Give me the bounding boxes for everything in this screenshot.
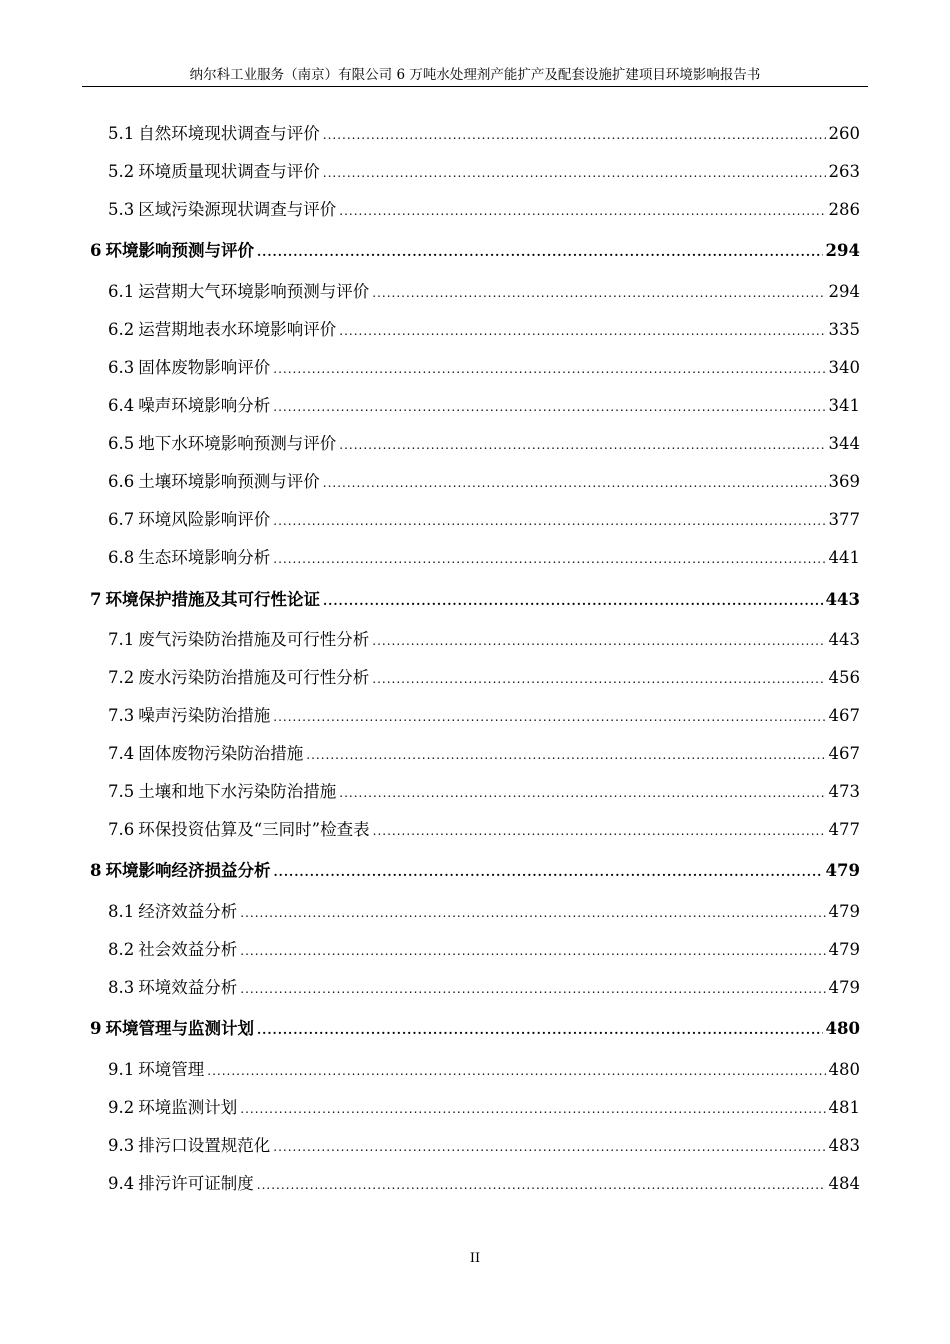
toc-chapter-page: 443 <box>825 590 860 609</box>
toc-entry-title: 废气污染防治措施及可行性分析 <box>138 630 370 649</box>
toc-entry-title: 排污许可证制度 <box>138 1174 254 1193</box>
toc-dot-leader <box>339 199 825 223</box>
toc-dot-leader <box>372 667 825 691</box>
toc-dot-leader <box>240 901 825 925</box>
toc-entry-page: 479 <box>828 902 860 921</box>
toc-entry-number: 6.6 <box>108 472 135 491</box>
toc-entry-number: 8.2 <box>108 940 135 959</box>
toc-entry-number: 6.1 <box>108 282 135 301</box>
toc-dot-leader <box>273 357 825 381</box>
toc-entry-page: 483 <box>828 1136 860 1155</box>
toc-entry-page: 286 <box>828 200 860 219</box>
toc-dot-leader <box>339 781 825 805</box>
toc-entry-number: 5.1 <box>108 124 135 143</box>
toc-dot-leader <box>372 281 825 305</box>
toc-entry-7-1[interactable] <box>108 628 860 652</box>
toc-dot-leader <box>372 629 825 653</box>
toc-entry-5-3[interactable] <box>108 198 860 222</box>
toc-entry-page: 467 <box>828 744 860 763</box>
toc-entry-7-5[interactable] <box>108 780 860 804</box>
toc-entry-number: 8.3 <box>108 978 135 997</box>
toc-entry-page: 335 <box>828 320 860 339</box>
toc-dot-leader <box>257 240 823 264</box>
toc-entry-page: 441 <box>828 548 860 567</box>
toc-entry-6-7[interactable] <box>108 508 860 532</box>
toc-chapter-title: 环境保护措施及其可行性论证 <box>105 590 320 609</box>
page-number: II <box>469 1251 481 1266</box>
toc-entry-page: 484 <box>828 1174 860 1193</box>
toc-entry-page: 294 <box>828 282 860 301</box>
toc-entry-7-3[interactable] <box>108 704 860 728</box>
toc-entry-page: 477 <box>828 820 860 839</box>
toc-entry-6-8[interactable] <box>108 546 860 570</box>
toc-entry-page: 481 <box>828 1098 860 1117</box>
toc-entry-page: 473 <box>828 782 860 801</box>
toc-entry-number: 6.5 <box>108 434 135 453</box>
toc-entry-number: 9.1 <box>108 1060 135 1079</box>
toc-entry-number: 9.4 <box>108 1174 135 1193</box>
toc-entry-number: 7.1 <box>108 630 135 649</box>
toc-chapter-9[interactable] <box>90 1017 860 1041</box>
toc-entry-7-4[interactable] <box>108 742 860 766</box>
toc-entry-page: 479 <box>828 940 860 959</box>
toc-entry-page: 341 <box>828 396 860 415</box>
toc-entry-9-4[interactable] <box>108 1172 860 1196</box>
toc-entry-page: 263 <box>828 162 860 181</box>
toc-entry-6-2[interactable] <box>108 318 860 342</box>
toc-entry-number: 6.4 <box>108 396 135 415</box>
toc-entry-number: 9.3 <box>108 1136 135 1155</box>
toc-chapter-6[interactable] <box>90 239 860 263</box>
toc-entry-title: 固体废物影响评价 <box>138 358 271 377</box>
toc-entry-number: 9.2 <box>108 1098 135 1117</box>
toc-entry-number: 7.5 <box>108 782 135 801</box>
toc-entry-title: 环境管理 <box>138 1060 205 1079</box>
toc-entry-title: 环境质量现状调查与评价 <box>138 162 320 181</box>
toc-entry-title: 运营期大气环境影响预测与评价 <box>138 282 370 301</box>
toc-entry-8-2[interactable] <box>108 938 860 962</box>
toc-dot-leader <box>273 509 825 533</box>
toc-dot-leader <box>257 1173 826 1197</box>
toc-entry-5-1[interactable] <box>108 122 860 146</box>
toc-dot-leader <box>373 819 826 843</box>
toc-entry-number: 5.2 <box>108 162 135 181</box>
toc-entry-page: 260 <box>828 124 860 143</box>
toc-dot-leader <box>306 743 825 767</box>
toc-entry-page: 443 <box>828 630 860 649</box>
toc-entry-title: 运营期地表水环境影响评价 <box>138 320 337 339</box>
toc-entry-number: 6.3 <box>108 358 135 377</box>
toc-entry-title: 噪声污染防治措施 <box>138 706 271 725</box>
toc-entry-title: 环境风险影响评价 <box>138 510 271 529</box>
toc-dot-leader <box>273 395 825 419</box>
toc-dot-leader <box>240 939 825 963</box>
toc-chapter-title: 环境管理与监测计划 <box>105 1019 254 1038</box>
toc-chapter-number: 7 <box>90 590 102 609</box>
toc-entry-title: 固体废物污染防治措施 <box>138 744 304 763</box>
toc-entry-9-2[interactable] <box>108 1096 860 1120</box>
toc-dot-leader <box>323 161 826 185</box>
toc-entry-6-1[interactable] <box>108 280 860 304</box>
toc-entry-page: 479 <box>828 978 860 997</box>
toc-chapter-page: 480 <box>825 1019 860 1038</box>
toc-entry-9-3[interactable] <box>108 1134 860 1158</box>
toc-entry-title: 土壤和地下水污染防治措施 <box>138 782 337 801</box>
toc-entry-9-1[interactable] <box>108 1058 860 1082</box>
toc-dot-leader <box>273 547 825 571</box>
toc-dot-leader <box>273 705 825 729</box>
toc-chapter-8[interactable] <box>90 859 860 883</box>
toc-entry-number: 8.1 <box>108 902 135 921</box>
toc-chapter-number: 6 <box>90 241 102 260</box>
toc-entry-7-6[interactable] <box>108 818 860 842</box>
toc-entry-6-3[interactable] <box>108 356 860 380</box>
toc-chapter-page: 294 <box>825 241 860 260</box>
toc-entry-title: 废水污染防治措施及可行性分析 <box>138 668 370 687</box>
toc-entry-title: 区域污染源现状调查与评价 <box>138 200 337 219</box>
toc-dot-leader <box>273 1135 825 1159</box>
toc-entry-page: 480 <box>828 1060 860 1079</box>
toc-entry-number: 6.7 <box>108 510 135 529</box>
toc-dot-leader <box>257 1018 823 1042</box>
toc-chapter-number: 9 <box>90 1019 102 1038</box>
toc-dot-leader <box>323 123 826 147</box>
toc-entry-page: 456 <box>828 668 860 687</box>
toc-entry-page: 467 <box>828 706 860 725</box>
toc-entry-number: 7.3 <box>108 706 135 725</box>
toc-dot-leader <box>240 1097 825 1121</box>
toc-entry-title: 排污口设置规范化 <box>138 1136 271 1155</box>
toc-dot-leader <box>273 860 822 884</box>
toc-entry-number: 5.3 <box>108 200 135 219</box>
toc-entry-7-2[interactable] <box>108 666 860 690</box>
page-header-title: 纳尔科工业服务（南京）有限公司 6 万吨水处理剂产能扩产及配套设施扩建项目环境影响报告书 <box>189 67 761 83</box>
toc-dot-leader <box>207 1059 825 1083</box>
toc-entry-title: 社会效益分析 <box>138 940 238 959</box>
toc-entry-page: 344 <box>828 434 860 453</box>
toc-dot-leader <box>323 589 823 613</box>
toc-entry-page: 369 <box>828 472 860 491</box>
toc-entry-8-3[interactable] <box>108 976 860 1000</box>
toc-entry-5-2[interactable] <box>108 160 860 184</box>
toc-entry-title: 经济效益分析 <box>138 902 238 921</box>
toc-entry-6-5[interactable] <box>108 432 860 456</box>
toc-entry-title: 土壤环境影响预测与评价 <box>138 472 320 491</box>
toc-entry-number: 7.2 <box>108 668 135 687</box>
toc-entry-page: 340 <box>828 358 860 377</box>
toc-entry-title: 自然环境现状调查与评价 <box>138 124 320 143</box>
toc-dot-leader <box>240 977 825 1001</box>
toc-entry-number: 7.6 <box>108 820 135 839</box>
toc-entry-6-6[interactable] <box>108 470 860 494</box>
toc-chapter-page: 479 <box>825 861 860 880</box>
toc-chapter-title: 环境影响预测与评价 <box>105 241 254 260</box>
toc-entry-title: 环境效益分析 <box>138 978 238 997</box>
toc-entry-title: 地下水环境影响预测与评价 <box>138 434 337 453</box>
toc-entry-number: 6.8 <box>108 548 135 567</box>
toc-dot-leader <box>339 319 825 343</box>
toc-entry-title: 环境监测计划 <box>138 1098 238 1117</box>
toc-chapter-7[interactable] <box>90 588 860 612</box>
toc-entry-title: 噪声环境影响分析 <box>138 396 271 415</box>
toc-entry-title: 生态环境影响分析 <box>138 548 271 567</box>
toc-dot-leader <box>339 433 825 457</box>
toc-entry-8-1[interactable] <box>108 900 860 924</box>
toc-chapter-title: 环境影响经济损益分析 <box>105 861 271 880</box>
toc-chapter-number: 8 <box>90 861 102 880</box>
toc-entry-6-4[interactable] <box>108 394 860 418</box>
toc-entry-number: 7.4 <box>108 744 135 763</box>
toc-entry-title: 环保投资估算及“三同时”检查表 <box>138 820 370 839</box>
toc-entry-page: 377 <box>828 510 860 529</box>
toc-entry-number: 6.2 <box>108 320 135 339</box>
toc-dot-leader <box>323 471 826 495</box>
